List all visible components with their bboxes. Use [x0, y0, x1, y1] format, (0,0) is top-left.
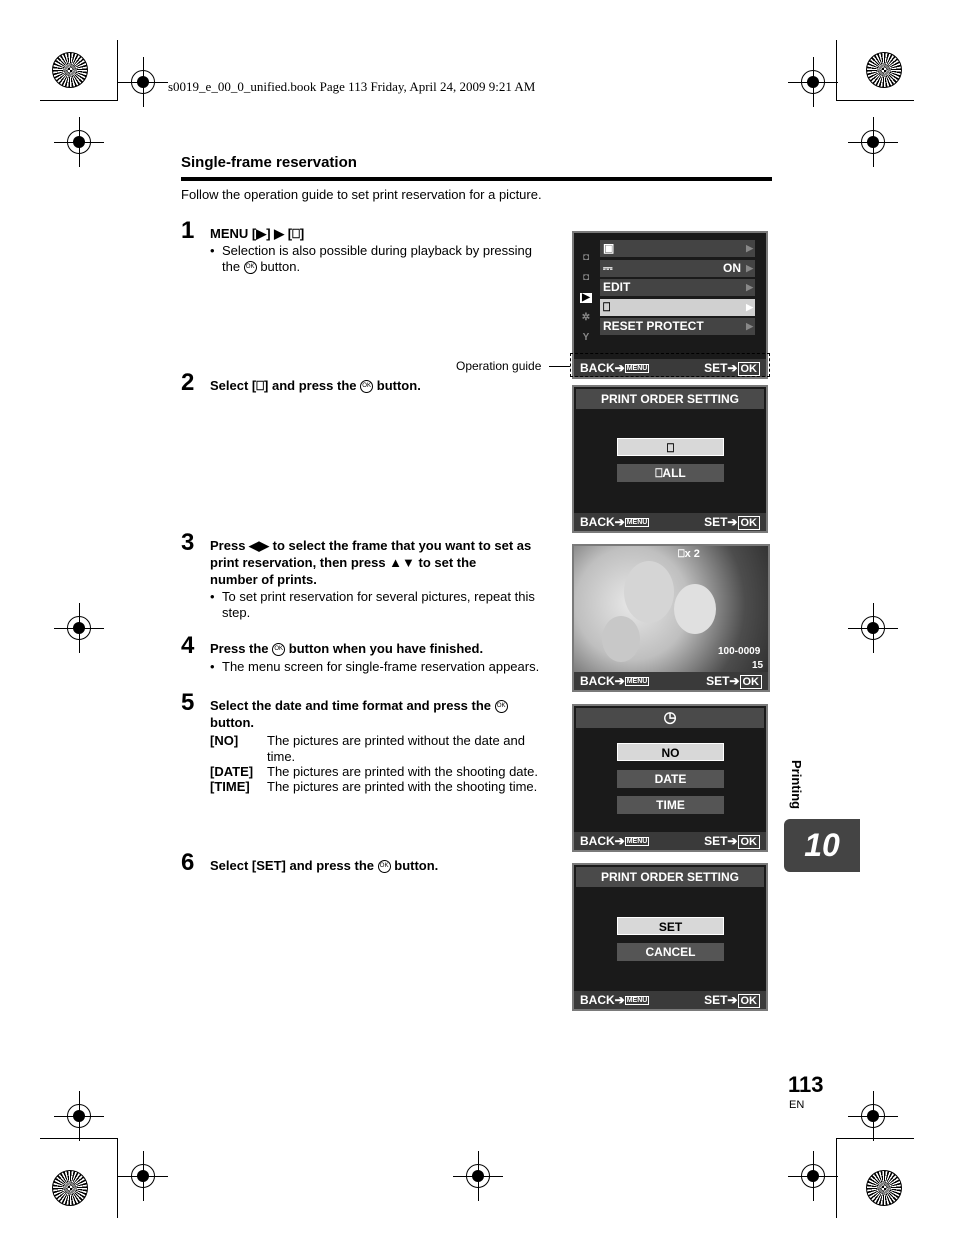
playback-icon: ▶: [580, 293, 592, 303]
operation-guide-highlight: [570, 353, 770, 377]
step-5-instruction: Select the date and time format and press the OK button.: [210, 697, 555, 731]
ok-button-icon: OK: [495, 700, 508, 713]
registration-star-icon: [866, 52, 902, 88]
menu-label: MENU: [210, 226, 249, 241]
section-rule: [181, 177, 772, 181]
setup-icon: Y: [582, 332, 590, 343]
page-number: 113: [788, 1072, 824, 1097]
step-number: 2: [181, 369, 195, 396]
option-set[interactable]: SET: [617, 917, 724, 935]
frame-number: 15: [752, 660, 764, 671]
registration-mark-icon: [466, 1164, 490, 1188]
language-code: EN: [789, 1099, 805, 1111]
def-term: [NO]: [210, 733, 239, 748]
screen-set-confirm: [572, 863, 768, 1011]
def-desc: The pictures are printed with the shooting date.: [267, 764, 538, 779]
registration-star-icon: [866, 1170, 902, 1206]
operation-guide-label: Operation guide: [456, 359, 542, 373]
book-header-line: s0019_e_00_0_unified.book Page 113 Friday, April 24, 2009 9:21 AM: [168, 79, 536, 94]
ok-button-icon: OK: [360, 380, 373, 393]
step-number: 5: [181, 689, 195, 716]
step-number: 3: [181, 529, 195, 556]
step-number: 4: [181, 632, 195, 659]
def-desc: The pictures are printed without the date and time.: [267, 733, 525, 764]
intro-text: Follow the operation guide to set print reservation for a picture.: [181, 187, 542, 202]
ok-button-icon: OK: [272, 643, 285, 656]
operation-guide-bar: BACK➔ MENU SET➔ OK: [574, 513, 766, 531]
clock-icon: ◷: [576, 708, 764, 728]
registration-mark-icon: [861, 130, 885, 154]
menu-row-slideshow[interactable]: ▣ ▶: [600, 240, 755, 257]
operation-guide-bar: BACK➔ MENU SET➔ OK: [574, 991, 766, 1009]
registration-mark-icon: [131, 1164, 155, 1188]
option-cancel[interactable]: CANCEL: [617, 943, 724, 961]
step-number: 6: [181, 849, 195, 876]
def-desc: The pictures are printed with the shooting time.: [267, 779, 538, 794]
menu-path: [▶] ▶ [⎕]: [251, 226, 305, 241]
registration-mark-icon: [801, 70, 825, 94]
photo-face-girl: [674, 584, 716, 634]
side-label: Printing: [789, 760, 804, 810]
camera2-icon: ◘: [582, 272, 590, 283]
photo-face-adult: [624, 561, 674, 623]
menu-row-rotate[interactable]: ⎓ ON ▶: [600, 260, 755, 277]
menu-row-edit[interactable]: EDIT ▶: [600, 279, 755, 296]
registration-mark-icon: [67, 1104, 91, 1128]
menu-row-reset-protect[interactable]: RESET PROTECT ▶: [600, 318, 755, 335]
registration-mark-icon: [67, 130, 91, 154]
step-6-instruction: Select [SET] and press the OK button.: [210, 858, 439, 873]
step-3-instruction: Press ◀▶ to select the frame that you want to set as print reservation, then press ▲▼ to set the number of prints.: [210, 538, 532, 587]
step-2-instruction: Select [⎕] and press the OK button.: [210, 378, 421, 393]
chapter-tab: 10: [784, 819, 860, 872]
ok-button-icon: OK: [378, 860, 391, 873]
print-count: ⎕x 2: [678, 548, 700, 560]
menu-side-tabs: [576, 235, 596, 357]
option-time[interactable]: TIME: [617, 796, 724, 814]
step-number: 1: [181, 217, 195, 244]
step-4-note: • The menu screen for single-frame reservation appears.: [222, 659, 539, 675]
def-term: [DATE]: [210, 764, 254, 779]
ok-button-icon: OK: [244, 261, 257, 274]
registration-star-icon: [52, 52, 88, 88]
screen-title: PRINT ORDER SETTING: [576, 867, 764, 887]
screen-date-format: [572, 704, 768, 852]
step-1-instruction: [210, 225, 304, 242]
registration-mark-icon: [801, 1164, 825, 1188]
photo-face-boy: [602, 616, 640, 662]
screen-title: PRINT ORDER SETTING: [576, 389, 764, 409]
screen-print-order-setting: [572, 385, 768, 533]
def-term: [TIME]: [210, 779, 250, 794]
step-4-instruction: Press the OK button when you have finished.: [210, 641, 484, 656]
file-number: 100-0009: [718, 646, 761, 657]
option-no[interactable]: NO: [617, 743, 724, 761]
registration-mark-icon: [131, 70, 155, 94]
step-3-note: • To set print reservation for several pictures, repeat this step.: [222, 589, 557, 621]
operation-guide-bar: BACK➔ MENU SET➔ OK: [574, 672, 768, 690]
set-guide: SET➔ OK: [704, 361, 760, 375]
registration-star-icon: [52, 1170, 88, 1206]
custom-icon: ✲: [581, 312, 591, 323]
step-1-note: • Selection is also possible during playback by pressing the OK button.: [222, 243, 552, 275]
option-all-print[interactable]: ⎕ALL: [617, 464, 724, 482]
registration-mark-icon: [861, 1104, 885, 1128]
menu-row-print-order[interactable]: ⎕ ▶: [600, 299, 755, 316]
registration-mark-icon: [861, 616, 885, 640]
option-date[interactable]: DATE: [617, 770, 724, 788]
callout-line: [549, 366, 570, 367]
option-single-print[interactable]: ⎕: [617, 438, 724, 456]
registration-mark-icon: [67, 616, 91, 640]
operation-guide-bar: BACK➔ MENU SET➔ OK: [574, 832, 766, 850]
camera-icon: ◘: [582, 252, 590, 263]
section-title: Single-frame reservation: [181, 154, 357, 171]
screen-photo-frame: [572, 544, 770, 692]
back-guide: BACK➔ MENU: [580, 361, 648, 375]
